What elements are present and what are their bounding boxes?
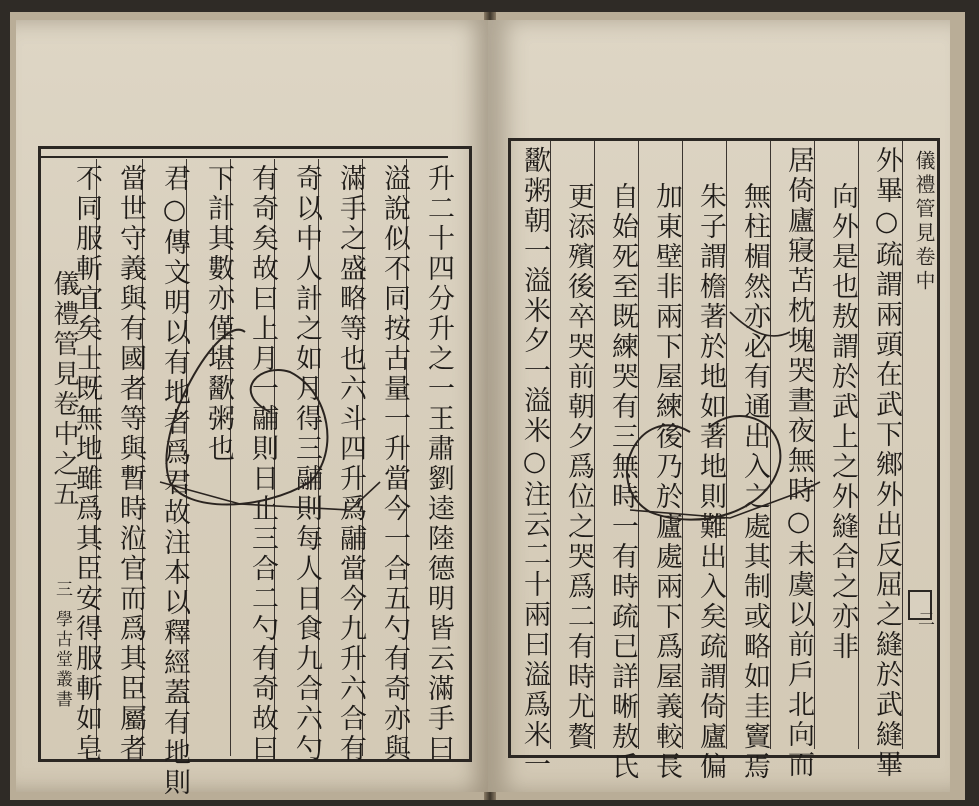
- left-page: [16, 20, 494, 798]
- text-column: 外畢○疏謂兩頭在武下鄉外出反屈之縫於武縫畢: [871, 146, 902, 780]
- left-folio: 三: [52, 580, 72, 600]
- text-column: 不同服斬宜矣士既無地雖爲其臣安得服斬如皂: [71, 164, 102, 764]
- left-top-rule: [38, 156, 448, 158]
- text-column: 歠粥朝一溢米夕一溢米○注云二十兩曰溢爲米一: [519, 146, 550, 780]
- text-column: 當世守義與有國者等與暫時涖官而爲其臣屬者: [115, 164, 146, 764]
- right-folio: 二: [914, 610, 934, 630]
- text-column: 溢說似不同按古量一升當今一合五勺有奇亦與: [379, 164, 410, 764]
- text-column: 更添殯後卒哭前朝夕爲位之哭爲二有時尤贅: [563, 182, 594, 752]
- text-column: 滿手之盛略等也六斗四升爲鬴當今九升六合有: [335, 164, 366, 764]
- text-column: 向外是也敖謂於武上之外縫合之亦非: [827, 182, 858, 662]
- right-page: [488, 20, 950, 792]
- text-column: 升二十四分升之一王肅劉逵陸德明皆云滿手曰: [423, 164, 454, 764]
- text-column: 朱子謂檐著於地如著地則難出入矣疏謂倚廬偏: [695, 182, 726, 782]
- right-margin-title: 儀禮管見卷中: [912, 150, 936, 294]
- book-spread: [10, 12, 965, 800]
- text-column: 自始死至既練哭有三無時一有時疏已詳晰敖氏: [607, 182, 638, 782]
- text-column: 有奇矣故曰上月一鬴則日止三合二勺有奇故曰: [247, 164, 278, 764]
- text-column: 君○傳文明以有地者爲君故注本以釋經蓋有地則: [159, 164, 190, 798]
- text-column: 無柱楣然亦必有通出入之處其制或略如圭竇焉: [739, 182, 770, 782]
- text-column: 居倚廬寢苫枕塊哭晝夜無時○未虞以前戶北向而: [783, 146, 814, 780]
- text-column: 奇以中人計之如月得三鬴則每人日食九合六勺: [291, 164, 322, 764]
- text-column: 加東壁非兩下屋練後乃於廬處兩下爲屋義較長: [651, 182, 682, 782]
- text-column: 下計其數亦僅堪歠粥也: [203, 164, 234, 464]
- left-publisher: 學古堂叢書: [52, 610, 72, 710]
- left-margin-title: 儀禮管見卷中之五: [49, 270, 79, 510]
